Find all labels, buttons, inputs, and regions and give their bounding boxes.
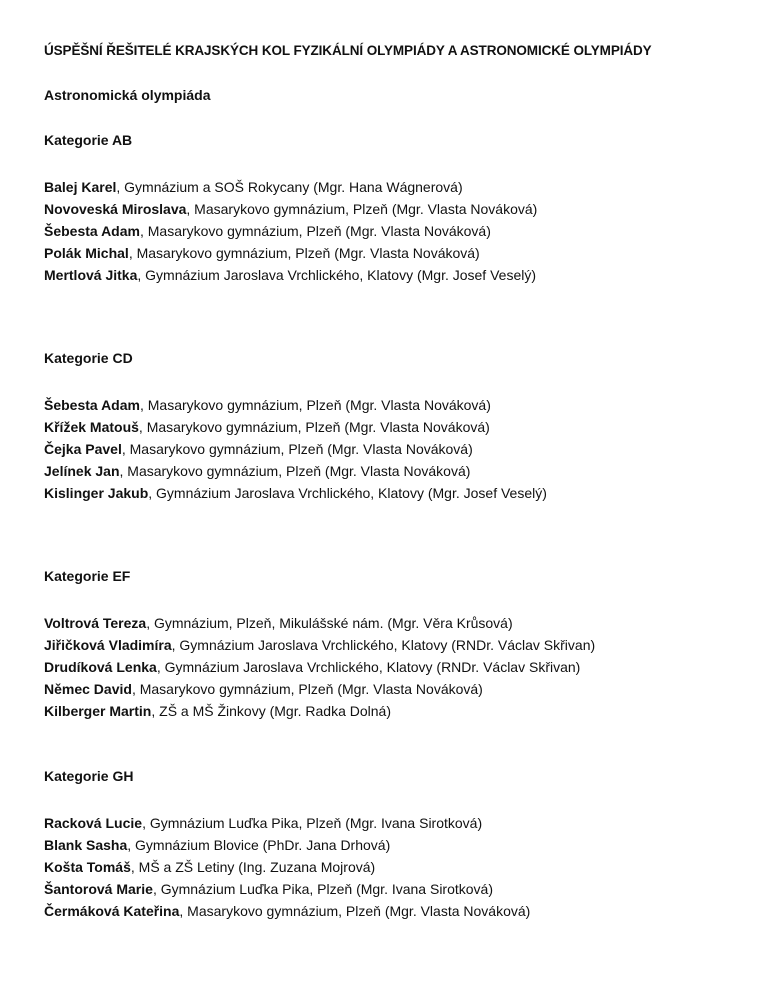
school-teacher: , Gymnázium Jaroslava Vrchlického, Klatovy (RNDr. Václav Skřivan): [171, 637, 596, 653]
list-item: [44, 656, 744, 678]
student-name: Blank Sasha: [44, 837, 128, 853]
student-name: Šebesta Adam: [44, 397, 140, 413]
student-name: Voltrová Tereza: [44, 615, 147, 631]
category-section-ab: [44, 131, 744, 286]
student-name: Šantorová Marie: [44, 881, 153, 897]
school-teacher: , Masarykovo gymnázium, Plzeň (Mgr. Vlasta Nováková): [119, 463, 471, 479]
results-list: [44, 812, 744, 922]
student-name: Košta Tomáš: [44, 859, 131, 875]
school-teacher: , Masarykovo gymnázium, Plzeň (Mgr. Vlasta Nováková): [128, 245, 480, 261]
list-item: [44, 242, 744, 264]
student-name: Polák Michal: [44, 245, 129, 261]
list-item: [44, 900, 744, 922]
list-item: [44, 612, 744, 634]
list-item: [44, 394, 744, 416]
list-item: [44, 220, 744, 242]
list-item: [44, 482, 744, 504]
category-heading: Kategorie AB: [44, 132, 133, 148]
school-teacher: , Gymnázium Blovice (PhDr. Jana Drhová): [127, 837, 391, 853]
list-item: [44, 834, 744, 856]
category-heading: Kategorie GH: [44, 768, 134, 784]
list-item: [44, 812, 744, 834]
list-item: [44, 634, 744, 656]
student-name: Drudíková Lenka: [44, 659, 157, 675]
school-teacher: , MŠ a ZŠ Letiny (Ing. Zuzana Mojrová): [130, 859, 376, 875]
list-item: [44, 678, 744, 700]
school-teacher: , Gymnázium Luďka Pika, Plzeň (Mgr. Ivana Sirotková): [152, 881, 494, 897]
results-list: [44, 612, 744, 722]
student-name: Kislinger Jakub: [44, 485, 149, 501]
student-name: Kilberger Martin: [44, 703, 152, 719]
student-name: Němec David: [44, 681, 132, 697]
student-name: Jiřičková Vladimíra: [44, 637, 172, 653]
school-teacher: , Masarykovo gymnázium, Plzeň (Mgr. Vlasta Nováková): [139, 397, 491, 413]
category-heading: Kategorie EF: [44, 568, 131, 584]
school-teacher: , Gymnázium Jaroslava Vrchlického, Klatovy (RNDr. Václav Skřivan): [156, 659, 581, 675]
document-title: ÚSPĚŠNÍ ŘEŠITELÉ KRAJSKÝCH KOL FYZIKÁLNÍ OLYMPIÁDY A ASTRONOMICKÉ OLYMPIÁDY: [44, 43, 652, 58]
list-item: [44, 438, 744, 460]
results-list: [44, 394, 744, 504]
category-section-cd: [44, 349, 744, 504]
school-teacher: , Masarykovo gymnázium, Plzeň (Mgr. Vlasta Nováková): [121, 441, 473, 457]
list-item: [44, 460, 744, 482]
school-teacher: , Masarykovo gymnázium, Plzeň (Mgr. Vlasta Nováková): [138, 419, 490, 435]
category-heading: Kategorie CD: [44, 350, 133, 366]
list-item: [44, 416, 744, 438]
list-item: [44, 878, 744, 900]
student-name: Šebesta Adam: [44, 223, 140, 239]
student-name: Balej Karel: [44, 179, 117, 195]
school-teacher: , Gymnázium Luďka Pika, Plzeň (Mgr. Ivana Sirotková): [142, 815, 483, 831]
school-teacher: , Masarykovo gymnázium, Plzeň (Mgr. Vlasta Nováková): [179, 903, 531, 919]
school-teacher: , Masarykovo gymnázium, Plzeň (Mgr. Vlasta Nováková): [139, 223, 491, 239]
school-teacher: , Masarykovo gymnázium, Plzeň (Mgr. Vlasta Nováková): [186, 201, 538, 217]
school-teacher: , Gymnázium Jaroslava Vrchlického, Klatovy (Mgr. Josef Veselý): [148, 485, 547, 501]
category-section-gh: [44, 767, 744, 922]
list-item: [44, 856, 744, 878]
list-item: [44, 700, 744, 722]
school-teacher: , Gymnázium, Plzeň, Mikulášské nám. (Mgr. Věra Krůsová): [146, 615, 513, 631]
school-teacher: , ZŠ a MŠ Žinkovy (Mgr. Radka Dolná): [151, 703, 391, 719]
results-list: [44, 176, 744, 286]
list-item: [44, 176, 744, 198]
student-name: Křížek Matouš: [44, 419, 139, 435]
school-teacher: , Gymnázium Jaroslava Vrchlického, Klatovy (Mgr. Josef Veselý): [137, 267, 536, 283]
list-item: [44, 198, 744, 220]
list-item: [44, 264, 744, 286]
olympiad-subject-heading: Astronomická olympiáda: [44, 87, 211, 103]
category-section-ef: [44, 567, 744, 722]
school-teacher: , Gymnázium a SOŠ Rokycany (Mgr. Hana Wágnerová): [116, 179, 463, 195]
student-name: Čermáková Kateřina: [44, 903, 180, 919]
student-name: Jelínek Jan: [44, 463, 120, 479]
student-name: Čejka Pavel: [44, 441, 122, 457]
student-name: Racková Lucie: [44, 815, 143, 831]
student-name: Novoveská Miroslava: [44, 201, 187, 217]
document-page: [44, 42, 744, 922]
student-name: Mertlová Jitka: [44, 267, 138, 283]
school-teacher: , Masarykovo gymnázium, Plzeň (Mgr. Vlasta Nováková): [131, 681, 483, 697]
